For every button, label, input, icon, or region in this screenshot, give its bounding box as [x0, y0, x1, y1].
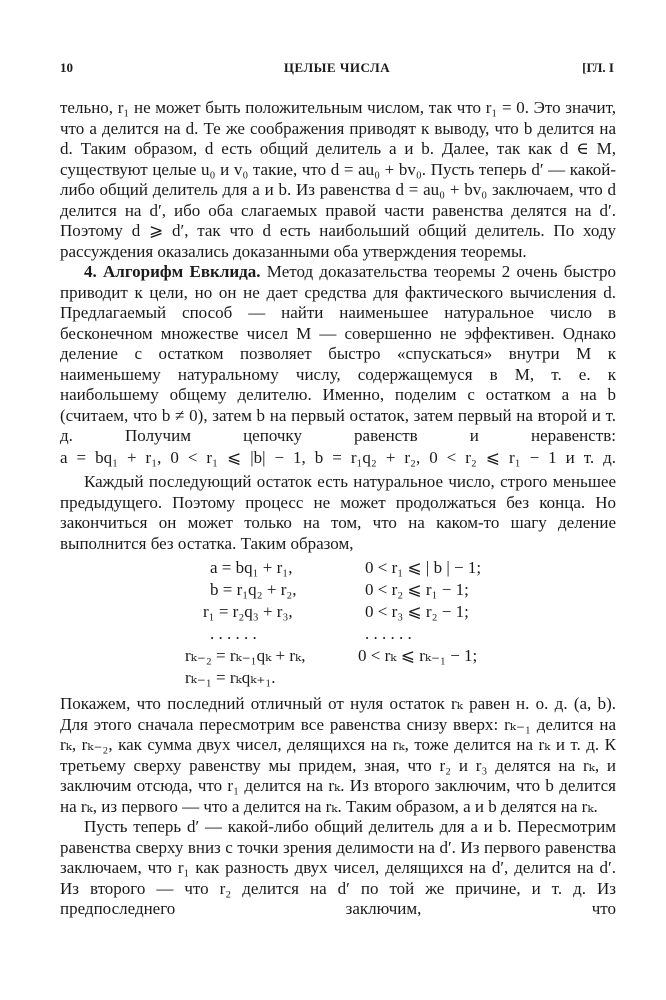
- inline-formula: a = bq₁ + r₁, 0 < r₁ ⩽ |b| − 1, b = r₁q₂ + r₂, 0 < r₂ ⩽ r₁ − 1 и т. д.: [60, 447, 616, 467]
- body-text: [60, 98, 616, 920]
- running-title: ЦЕЛЫЕ ЧИСЛА: [283, 60, 391, 75]
- chapter-label: [ГЛ. I: [582, 60, 614, 75]
- equation-left: r₁ = r₂q₃ + r₃,: [203, 602, 293, 621]
- equation-row: [60, 668, 616, 690]
- equation-left: a = bq₁ + r₁,: [210, 558, 293, 577]
- equation-right: . . . . . .: [365, 624, 412, 643]
- equation-right: 0 < rₖ ⩽ rₖ₋₁ − 1;: [358, 646, 478, 665]
- page-number: 10: [60, 60, 73, 75]
- equation-left: rₖ₋₁ = rₖqₖ₊₁.: [185, 668, 276, 687]
- paragraph-remainders: Каждый последующий остаток есть натуральное число, строго меньшее предыдущего. Поэтому процесс не может продолжаться без конца. Но закончиться он может только на том, что на каком-то шагу деление выполнится без остатка. Таким образом,: [60, 472, 616, 553]
- equation-row: [60, 580, 616, 602]
- equation-left: . . . . . .: [210, 624, 257, 643]
- equation-left: b = r₁q₂ + r₂,: [210, 580, 297, 599]
- paragraph-euclid-intro: [60, 262, 616, 447]
- paragraph-gcd-proof: Покажем, что последний отличный от нуля остаток rₖ равен н. о. д. (a, b). Для этого сначала пересмотрим все равенства снизу вверх: rₖ₋₁ делится на rₖ, rₖ₋₂, как сумма двух чисел, делящихся на rₖ, тоже делится на rₖ и т. д. К третьему сверху равенству мы придем, зная, что r₂ и r₃ делятся на rₖ, и заключим отсюда, что r₁ делится на rₖ. Из второго заключим, что b делится на rₖ, из первого — что a делится на rₖ. Таким образом, a и b делятся на rₖ.: [60, 694, 616, 816]
- paragraph-continuation: тельно, r₁ не может быть положительным числом, так что r₁ = 0. Это значит, что a делится на d. Те же соображения приводят к выводу, что b делится на d. Таким образом, d есть общий делитель a и b. Далее, так как d ∈ M, существуют целые u₀ и v₀ такие, что d = au₀ + bv₀. Пусть теперь d′ — какой-либо общий делитель для a и b. Из равенства d = au₀ + bv₀ заключаем, что d делится на d′, ибо оба слагаемых правой части равенства делятся на d′. Поэтому d ⩾ d′, так что d есть наибольший общий делитель. По ходу рассуждения оказались доказанными оба утверждения теоремы.: [60, 98, 616, 261]
- equation-right: 0 < r₂ ⩽ r₁ − 1;: [365, 580, 469, 599]
- equation-row-ellipsis: [60, 624, 616, 646]
- equation-left: rₖ₋₂ = rₖ₋₁qₖ + rₖ,: [185, 646, 306, 665]
- equation-right: 0 < r₁ ⩽ | b | − 1;: [365, 558, 482, 577]
- equation-row: [60, 558, 616, 580]
- running-header: [60, 60, 614, 80]
- paragraph-common-divisor: Пусть теперь d′ — какой-либо общий делитель для a и b. Пересмотрим равенства сверху вниз с точки зрения делимости на d′. Из первого равенства заключаем, что r₁ как разность двух чисел, делящихся на d′, делится на d′. Из второго — что r₂ делится на d′ по той же причине, и т. д. Из предпоследнего заключим, что: [60, 817, 616, 918]
- equation-system: [60, 558, 616, 688]
- equation-row: [60, 602, 616, 624]
- paragraph-euclid-text: Метод доказательства теоремы 2 очень быстро приводит к цели, но он не дает средства для фактического вычисления d. Предлагаемый способ — найти наименьшее натуральное число в бесконечном множестве чисел M — совершенно не эффективен. Однако деление с остатком позволяет быстро «спускаться» внутри M к наименьшему натуральному числу, содержащемуся в M, т. е. к наибольшему общему делителю. Именно, поделим с остатком a на b (считаем, что b ≠ 0), затем b на первый остаток, затем первый на второй и т. д. Получим цепочку равенств и неравенств:: [60, 262, 617, 445]
- section-heading: 4. Алгорифм Евклида.: [84, 262, 261, 281]
- equation-right: 0 < r₃ ⩽ r₂ − 1;: [365, 602, 469, 621]
- equation-row: [60, 646, 616, 668]
